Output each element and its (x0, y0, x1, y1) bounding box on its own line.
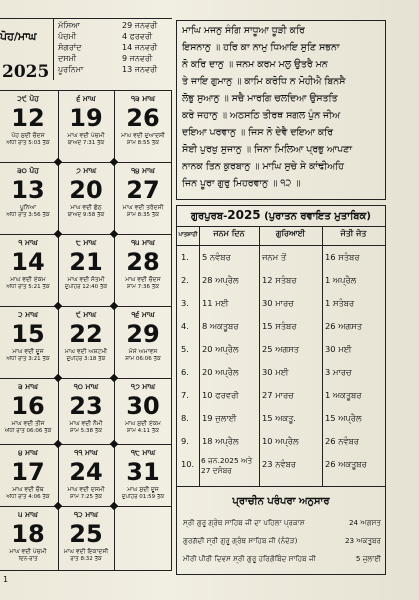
row-number: 7. (181, 390, 189, 400)
day-number: 26 (126, 104, 160, 132)
tithi-time: ਦੁਪਹਿਰ 3:18 ਤੱਕ (66, 356, 106, 362)
tradition-line (183, 518, 381, 528)
birth-date: 19 ਜੁਲਾਈ (202, 413, 237, 423)
birth-date: 20 ਅਪ੍ਰੈਲ (202, 344, 239, 354)
tradition-text: ਮੀਰੀ ਪੀਰੀ ਦਿਵਸ ਸ੍ਰੀ ਗੁਰੂ ਹਰਿਗੋਬਿੰਦ ਸਾਹਿਬ ਜੀ (183, 554, 316, 563)
festival-box (53, 18, 170, 80)
column-header: ਪਾਤਸ਼ਾਹੀ (178, 232, 198, 238)
tithi-time: ਸ਼ਾਮ 4:11 ਤੱਕ (127, 428, 159, 434)
day-number: 15 (11, 320, 45, 348)
nanakshahi-date: ੧੮ ਮਾਘ (130, 448, 156, 457)
nanakshahi-date: ੯ ਮਾਘ (75, 310, 97, 319)
nanakshahi-date: ੫ ਮਾਘ (18, 510, 38, 519)
page-mark: 1 (3, 575, 9, 584)
nanakshahi-date: ੧੪ ਮਾਘ (131, 166, 155, 175)
day-cell[interactable] (58, 92, 114, 152)
day-number: 22 (69, 320, 103, 348)
nanakshahi-date: ੧੬ ਮਾਘ (131, 310, 155, 319)
tithi-time: ਸ਼ਾਮ 06:06 ਤੱਕ (125, 356, 161, 362)
tithi-time: ਅੱਧੀ ਰਾਤ 5:21 ਤੱਕ (6, 284, 50, 290)
divider (0, 506, 172, 507)
day-cell[interactable] (115, 92, 171, 152)
gurgaddi-date: 15 ਅਕਤੂ. (262, 413, 296, 423)
gurbani-line: ਤੇ ਜਾਇ ਗੁਮਾਨੁ ॥ ਕਾਮਿ ਕਰੋਧਿ ਨ ਮੋਹੀਐ ਬਿਨਸੈ (182, 76, 346, 87)
day-cell[interactable] (0, 380, 56, 440)
gurbani-line: ਸੋਈ ਪੁਰਖੁ ਸੁਜਾਨੁ ॥ ਜਿਨਾ ਮਿਲਿਆ ਪ੍ਰਭੁ ਆਪਣਾ (182, 144, 352, 155)
tithi-time: ਬਾਅਦ 9:58 ਤੱਕ (67, 212, 105, 218)
tithi-label: ਮਾਘ ਵਦੀ ਛੱਠ (70, 204, 102, 211)
birth-date: 8 ਅਕਤੂਬਰ (202, 321, 239, 331)
tithi-time: ਸ਼ਾਮ 8:55 ਤੱਕ (127, 140, 159, 146)
calendar-grid (0, 0, 172, 600)
joti-jot-date: 16 ਸਤੰਬਰ (325, 252, 360, 262)
row-number: 10. (181, 459, 195, 469)
row-number: 6. (181, 367, 189, 377)
birth-date: 10 ਫਰਵਰੀ (202, 390, 239, 400)
day-cell[interactable] (58, 380, 114, 440)
nanakshahi-date: ੮ ਮਾਘ (75, 238, 97, 247)
tithi-label: ਮੱਸੇ ਅਮਾਵਸ (128, 348, 158, 355)
day-number: 29 (126, 320, 160, 348)
row-number: 9. (181, 436, 189, 446)
tithi-label: ਮਾਘ ਵਦੀ ਦਸਮੀ (67, 486, 105, 493)
tithi-label: ਮਾਘ ਸੁਦੀ ਏਕਮ (125, 420, 161, 427)
table-border (322, 226, 323, 486)
day-number: 23 (69, 392, 103, 420)
birth-date: 28 ਅਪ੍ਰੈਲ (202, 275, 239, 285)
table-border (259, 226, 260, 486)
tithi-label: ਮਾਘ ਵਦੀ ਸੱਤਮੀ (67, 276, 105, 283)
day-number: 31 (126, 458, 160, 486)
joti-jot-date: 26 ਅਗਸਤ (325, 321, 362, 331)
tithi-time: ਅੱਧੀ ਰਾਤ 3:21 ਤੱਕ (6, 356, 50, 362)
joti-jot-date: 30 ਮਈ (325, 344, 352, 354)
festival-date: 14 ਜਨਵਰੀ (122, 43, 158, 52)
divider (0, 90, 172, 91)
tithi-time: ਸ਼ਾਮ 7:36 ਤੱਕ (127, 284, 159, 290)
table-border (199, 226, 200, 486)
gurgaddi-date: 30 ਮਈ (262, 367, 289, 377)
tithi-time: ਅੱਧੀ ਰਾਤ 3:56 ਤੱਕ (6, 212, 50, 218)
day-cell[interactable] (0, 164, 56, 224)
day-cell[interactable] (0, 446, 56, 506)
row-number: 2. (181, 275, 189, 285)
tithi-time: ਦੁਪਹਿਰ 12:40 ਤੱਕ (64, 284, 108, 290)
column-header: ਜਨਮ ਦਿਨ (213, 229, 245, 238)
tithi-label: ਮਾਘ ਸੁਦੀ ਦੂਜ (127, 486, 159, 493)
tithi-time: ਅੱਧੀ ਰਾਤ 06:06 ਤੱਕ (4, 428, 52, 434)
nanakshahi-date: ੩੦ ਪੋਹ (17, 166, 39, 175)
row-number: 1. (181, 252, 189, 262)
gurbani-line: ਲੋਭੁ ਸੁਆਨੁ ॥ ਸਚੈ ਮਾਰਗਿ ਚਲਦਿਆ ਉਸਤਤਿ (182, 93, 338, 104)
tradition-text: ਗੁਰਗੱਦੀ ਸ੍ਰੀ ਗੁਰੂ ਗ੍ਰੰਥ ਸਾਹਿਬ ਜੀ (ਨੰਦੇੜ) (183, 536, 298, 545)
tithi-time: ਸ਼ਾਮ 8:35 ਤੱਕ (127, 212, 159, 218)
day-number: 28 (126, 248, 160, 276)
day-cell[interactable] (115, 308, 171, 368)
day-cell[interactable] (58, 308, 114, 368)
tithi-time: ਸ਼ਾਮ 5:38 ਤੱਕ (70, 428, 102, 434)
day-cell[interactable] (58, 508, 114, 568)
gurpurab-title (177, 208, 385, 224)
day-number: 25 (69, 520, 103, 548)
festival-date: 9 ਜਨਵਰੀ (122, 54, 153, 63)
tradition-date: 24 ਅਗਸਤ (348, 518, 381, 527)
row-number: 5. (181, 344, 189, 354)
day-number: 12 (11, 104, 45, 132)
nanakshahi-date: ੨ ਮਾਘ (18, 310, 38, 319)
tithi-time: ਸ਼ਾਮ 7:25 ਤੱਕ (70, 494, 102, 500)
gurgaddi-date: ਜਨਮ ਤੋਂ (262, 252, 287, 262)
tithi-time: ਦੁਪਹਿਰ 01:59 ਤੱਕ (121, 494, 165, 500)
festival-name: ਪੰਚਮੀ (58, 32, 77, 41)
tradition-date: 5 ਜੁਲਾਈ (355, 554, 381, 563)
tithi-label: ਮਾਘ ਵਦੀ ਅਸ਼ਟਮੀ (64, 348, 108, 355)
gurbani-line: ਕਰੇ ਜਹਾਨੁ ॥ ਅਠਸਠਿ ਤੀਰਥ ਸਗਲ ਪੁੰਨ ਜੀਅ (182, 110, 341, 121)
gurgaddi-date: 27 ਮਾਰਚ (262, 390, 294, 400)
nanakshahi-date: ੪ ਮਾਘ (18, 448, 38, 457)
day-cell[interactable] (115, 380, 171, 440)
tithi-time: ਰਾਤ 8:32 ਤੱਕ (70, 556, 102, 562)
day-number: 19 (69, 104, 103, 132)
row-number: 3. (181, 298, 189, 308)
table-border (177, 226, 385, 227)
column-header: ਗੁਰਿਆਈ (275, 229, 306, 238)
festival-name: ਦਸਮੀ (58, 54, 77, 63)
gurbani-box (176, 20, 386, 200)
nanakshahi-date: ੧੭ ਮਾਘ (130, 382, 156, 391)
table-border (177, 486, 385, 487)
tithi-time: ਬਾਅਦ 7:31 ਤੱਕ (67, 140, 105, 146)
gurgaddi-date: 25 ਅਗਸਤ (262, 344, 299, 354)
joti-jot-date: 26 ਨਵੰਬਰ (325, 436, 359, 446)
nanakshahi-date: ੧ ਮਾਘ (18, 238, 38, 247)
birth-date: 5 ਨਵੰਬਰ (202, 252, 231, 262)
day-number: 30 (126, 392, 160, 420)
day-number: 18 (11, 520, 45, 548)
nanakshahi-date: ੭ ਮਾਘ (75, 166, 97, 175)
gurbani-line: ਨੋ ਕਰਿ ਦਾਨੁ ॥ ਜਨਮ ਕਰਮ ਮਲੁ ਉਤਰੈ ਮਨ (182, 59, 328, 70)
tithi-time: ਦਿਨ-ਰਾਤ (18, 556, 38, 562)
divider (0, 306, 172, 307)
birth-date: 20 ਅਪ੍ਰੈਲ (202, 367, 239, 377)
day-number: 27 (126, 176, 160, 204)
tithi-label: ਪੂਨਿਆ (19, 204, 37, 211)
gurbani-line: ਨਾਨਕ ਤਿਨ ਕੁਰਬਾਨੁ ॥ ਮਾਘਿ ਸੁਚੇ ਸੇ ਕਾਂਢੀਅਹਿ (182, 161, 344, 172)
divider (0, 378, 172, 379)
nanakshahi-date: ੧੩ ਮਾਘ (130, 94, 155, 103)
day-number: 21 (69, 248, 103, 276)
tithi-label: ਮਾਘ ਵਦੀ ਚੌਦਸ (125, 276, 161, 283)
gurgaddi-date: 23 ਨਵੰਬਰ (262, 459, 296, 469)
nanakshahi-date: ੩ ਮਾਘ (18, 382, 38, 391)
title-subtitle: (ਪੁਰਾਤਨ ਰਵਾਇਤ ਮੁਤਾਬਿਕ) (260, 211, 371, 222)
divider (0, 234, 172, 235)
title-year: 2025 (227, 208, 261, 222)
day-cell[interactable] (0, 92, 56, 152)
joti-jot-date: 1 ਅਪ੍ਰੈਲ (325, 275, 357, 285)
column-header: ਜੋਤੀ ਜੋਤ (340, 229, 367, 238)
birth-date: 11 ਮਈ (202, 298, 229, 308)
joti-jot-date: 1 ਸਤੰਬਰ (325, 298, 355, 308)
festival-name: ਪੂਰਨਿਮਾ (58, 65, 84, 74)
tithi-label: ਮਾਘ ਵਦੀ ਦੂਜ (12, 348, 44, 355)
year-label: 2025 (2, 62, 50, 82)
gurbani-line: ਦਇਆ ਪਰਵਾਨੁ ॥ ਜਿਸ ਨੋ ਦੇਵੈ ਦਇਆ ਕਰਿ (182, 127, 334, 138)
tithi-label: ਮਾਘ ਵਦੀ ਏਕਮ (10, 276, 46, 283)
day-number: 17 (11, 458, 45, 486)
divider (0, 18, 172, 19)
day-cell[interactable] (0, 308, 56, 368)
tithi-label: ਮਾਘ ਵਦੀ ਤਰੋਦਸੀ (122, 204, 164, 211)
tithi-label: ਮਾਘ ਵਦੀ ਪੰਚਮੀ (9, 548, 47, 555)
birth-date: 18 ਅਪ੍ਰੈਲ (202, 436, 239, 446)
gurgaddi-date: 30 ਮਾਰਚ (262, 298, 294, 308)
divider (0, 570, 172, 571)
divider (0, 444, 172, 445)
day-number: 13 (11, 176, 45, 204)
gurgaddi-date: 15 ਸਤੰਬਰ (262, 321, 297, 331)
day-cell[interactable] (115, 236, 171, 296)
day-cell[interactable] (58, 236, 114, 296)
gurgaddi-date: 12 ਸਤੰਬਰ (262, 275, 297, 285)
divider (0, 162, 172, 163)
nanakshahi-date: ੧੦ ਮਾਘ (73, 382, 99, 391)
day-number: 14 (11, 248, 45, 276)
day-cell[interactable] (58, 164, 114, 224)
table-border (177, 245, 385, 246)
tithi-label: ਪੋਹ ਸੁਦੀ ਚੌਦਸ (11, 132, 45, 139)
festival-date: 4 ਫਰਵਰੀ (122, 32, 153, 41)
row-number: 8. (181, 413, 189, 423)
nanakshahi-date: ੧੧ ਮਾਘ (74, 448, 98, 457)
day-cell[interactable] (0, 508, 56, 568)
gurbani-line: ਇਸਨਾਨੁ ॥ ਹਰਿ ਕਾ ਨਾਮੁ ਧਿਆਇ ਸੁਣਿ ਸਭਨਾ (182, 42, 340, 53)
tithi-label: ਮਾਘ ਵਦੀ ਇਕਾਦਸੀ (63, 548, 109, 555)
nanakshahi-date: ੬ ਮਾਘ (76, 94, 96, 103)
nanakshahi-date: ੧੨ ਮਾਘ (73, 510, 98, 519)
birth-date: 6 ਜਨ.2025 ਅਤੇ 27 ਦਸੰਬਰ (201, 456, 253, 475)
title-text: ਗੁਰਪੁਰਬ- (191, 211, 228, 222)
nanakshahi-date: ੧੫ ਮਾਘ (131, 238, 155, 247)
tithi-label: ਮਾਘ ਵਦੀ ਚੌਥ (12, 486, 44, 493)
day-number: 24 (69, 458, 103, 486)
day-number: 20 (69, 176, 103, 204)
tithi-label: ਮਾਘ ਵਦੀ ਦੁਆਦਸੀ (121, 132, 165, 139)
joti-jot-date: 3 ਮਾਰਚ (325, 367, 352, 377)
tithi-time: ਅੱਧੀ ਰਾਤ 5:03 ਤੱਕ (6, 140, 50, 146)
tithi-label: ਮਾਘ ਵਦੀ ਪੰਚਮੀ (67, 132, 105, 139)
day-cell[interactable] (115, 164, 171, 224)
tithi-label: ਮਾਘ ਵਦੀ ਨੌਮੀ (69, 420, 103, 427)
tradition-line (183, 536, 381, 546)
nanakshahi-date: ੨੯ ਪੋਹ (17, 94, 39, 103)
tradition-date: 23 ਅਕਤੂਬਰ (344, 536, 381, 545)
festival-date: 13 ਜਨਵਰੀ (122, 65, 158, 74)
month-header: ਪੋਹ/ਮਾਘ (0, 30, 37, 43)
joti-jot-date: 26 ਅਕਤੂਬਰ (325, 459, 367, 469)
joti-jot-date: 1 ਅਕਤੂਬਰ (325, 390, 362, 400)
day-cell[interactable] (0, 236, 56, 296)
tradition-text: ਸ੍ਰੀ ਗੁਰੂ ਗ੍ਰੰਥ ਸਾਹਿਬ ਜੀ ਦਾ ਪਹਿਲਾ ਪ੍ਰਕਾਸ਼ (183, 518, 305, 527)
row-number: 4. (181, 321, 189, 331)
day-number: 16 (11, 392, 45, 420)
tithi-time: ਅੱਧੀ ਰਾਤ 4:06 ਤੱਕ (6, 494, 50, 500)
gurbani-line: ਜਿਨ ਪੂਰਾ ਗੁਰੁ ਮਿਹਰਵਾਨੁ ॥ ੧੨ ॥ (182, 178, 301, 189)
tithi-label: ਮਾਘ ਵਦੀ ਤੀਜ (11, 420, 45, 427)
tradition-line (183, 554, 381, 564)
gurbani-line: ਮਾਘਿ ਮਜਨੁ ਸੰਗਿ ਸਾਧੂਆ ਧੂੜੀ ਕਰਿ (182, 25, 305, 36)
joti-jot-date: 15 ਅਪ੍ਰੈਲ (325, 413, 362, 423)
day-cell[interactable] (115, 446, 171, 506)
festival-name: ਮੱਸਿਆ (58, 21, 80, 30)
festival-date: 29 ਜਨਵਰੀ (122, 21, 158, 30)
gurpurab-box (176, 205, 386, 575)
gurgaddi-date: 10 ਅਪ੍ਰੈਲ (262, 436, 299, 446)
festival-name: ਸੰਗਰਾਂਦ (58, 43, 82, 52)
day-cell[interactable] (58, 446, 114, 506)
tradition-title: ਪ੍ਰਾਚੀਨ ਪਰੰਪਰਾ ਅਨੁਸਾਰ (232, 496, 330, 507)
